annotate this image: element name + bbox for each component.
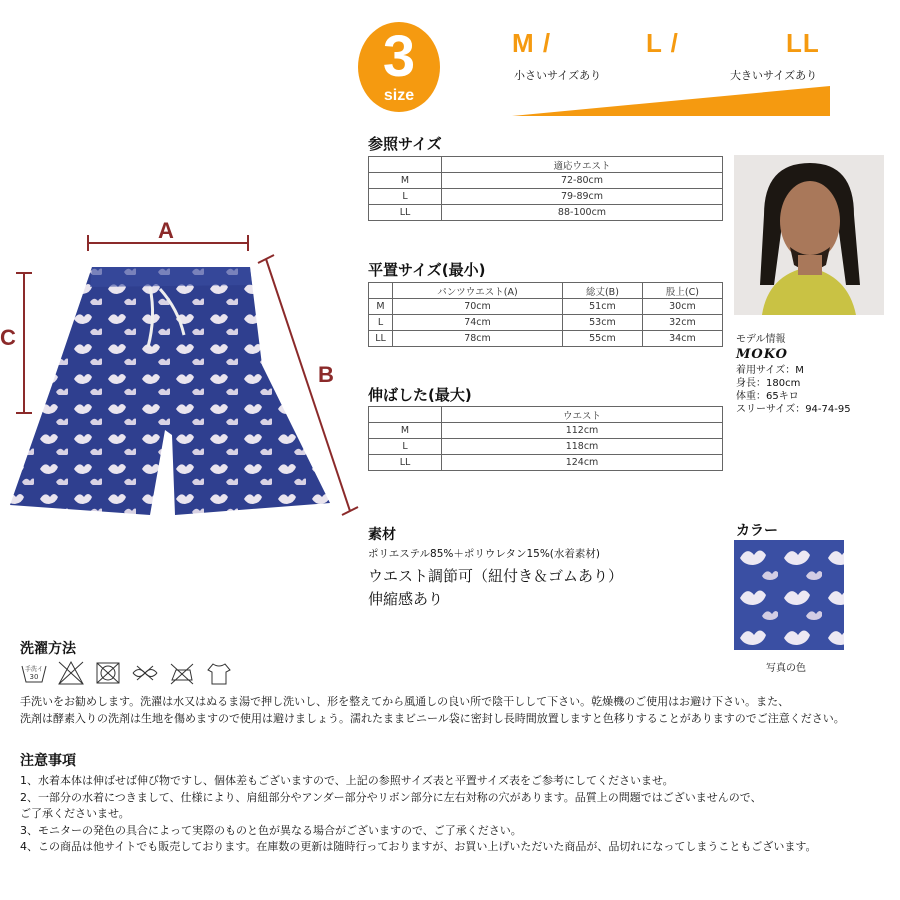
washing-title: 洗濯方法	[20, 641, 76, 657]
table-row: M 72-80cm	[369, 173, 723, 189]
washing-icons	[20, 660, 237, 686]
color-caption: 写真の色	[766, 663, 806, 674]
notes-title: 注意事項	[20, 753, 76, 769]
washing-instructions-line2: 洗剤は酵素入りの洗剤は生地を傷めますので使用は避けましょう。濡れたままビニール袋に密封し長時間放置しますと色移りすることがありますのでご注意ください。	[20, 712, 845, 725]
table-header-row: ウエスト	[369, 407, 723, 423]
size-m-label: M /	[512, 28, 552, 58]
material-composition: ポリエステル85%＋ポリウレタン15%(水着素材)	[368, 548, 601, 560]
table-row: L 74cm 53cm 32cm	[369, 315, 723, 331]
flat-size-table	[368, 282, 723, 347]
dry-cleaning-icon	[205, 660, 233, 686]
shorts-diagram	[0, 215, 360, 555]
no-bleach-icon	[57, 660, 85, 686]
size-count-label: size	[383, 87, 415, 104]
table-header-row: パンツウエスト(A) 総丈(B) 股上(C)	[369, 283, 723, 299]
color-swatch	[734, 540, 844, 650]
hand-wash-30-icon	[20, 660, 48, 686]
svg-text:手洗イ: 手洗イ	[24, 666, 44, 673]
model-weight: 体重：65キロ	[736, 391, 799, 402]
no-dryer-icon	[94, 660, 122, 686]
stretch-size-title: 伸ばした(最大)	[368, 386, 472, 404]
model-info	[736, 333, 851, 416]
table-row: LL 78cm 55cm 34cm	[369, 331, 723, 347]
material-feature-stretch: 伸縮感あり	[368, 590, 444, 608]
list-item: 1、水着本体は伸ばせば伸び物ですし、個体差もございますので、上記の参照サイズ表と平置サイズ表をご参考にしてくださいませ。	[20, 774, 674, 787]
size-count-number: 3	[382, 24, 416, 89]
washing-instructions-line1: 手洗いをお勧めします。洗濯は水又はぬるま湯で押し洗いし、形を整えてから風通しの良い所で陰干しして下さい。乾燥機のご使用はお避け下さい。また、	[20, 695, 790, 708]
list-item: ご了承くださいませ。	[20, 807, 130, 820]
ref-size-title: 参照サイズ	[368, 135, 442, 153]
small-size-note: 小さいサイズあり	[514, 69, 602, 82]
stretch-size-table	[368, 406, 723, 471]
model-photo	[734, 155, 884, 315]
no-wring-icon	[131, 660, 159, 686]
ref-size-table	[368, 156, 723, 221]
dimension-b-label: B	[318, 362, 334, 387]
list-item: 4、この商品は他サイトでも販売しております。在庫数の更新は随時行っておりますが、お買い上げいただいた商品が、品切れになってしまうこともございます。	[20, 840, 817, 853]
size-ll-label: LL	[786, 28, 820, 58]
table-row: L 118cm	[369, 439, 723, 455]
dimension-a-label: A	[158, 218, 174, 243]
color-title: カラー	[736, 523, 778, 539]
list-item: 3、モニターの発色の具合によって実際のものと色が異なる場合がございますので、ご了承ください。	[20, 823, 522, 837]
model-height: 身長：180cm	[736, 378, 801, 389]
material-title: 素材	[368, 527, 396, 543]
no-iron-icon	[168, 660, 196, 686]
table-row: L 79-89cm	[369, 189, 723, 205]
notes-list	[20, 773, 816, 856]
table-row: LL 124cm	[369, 455, 723, 471]
table-header-row: 適応ウエスト	[369, 157, 723, 173]
model-worn-size: 着用サイズ：M	[736, 365, 804, 376]
svg-text:30: 30	[29, 673, 39, 681]
table-row: LL 88-100cm	[369, 205, 723, 221]
table-row: M 112cm	[369, 423, 723, 439]
size-l-label: L /	[646, 28, 679, 58]
list-item: 2、一部分の水着につきまして、仕様により、肩紐部分やアンダー部分やリボン部分に左右対称の穴があります。品質上の問題ではございませんので、	[20, 790, 762, 804]
flat-size-title: 平置サイズ(最小)	[368, 261, 486, 279]
size-range-wedge	[512, 86, 832, 118]
model-name: MOKO	[736, 347, 788, 362]
table-row: M 70cm 51cm 30cm	[369, 299, 723, 315]
model-three-size: スリーサイズ：94-74-95	[736, 404, 851, 415]
size-count-badge	[358, 22, 440, 112]
model-info-heading: モデル情報	[736, 334, 786, 345]
dimension-c-label: C	[0, 325, 16, 350]
material-feature-adjustable: ウエスト調節可（紐付き＆ゴムあり）	[368, 567, 624, 585]
large-size-note: 大きいサイズあり	[730, 69, 818, 82]
